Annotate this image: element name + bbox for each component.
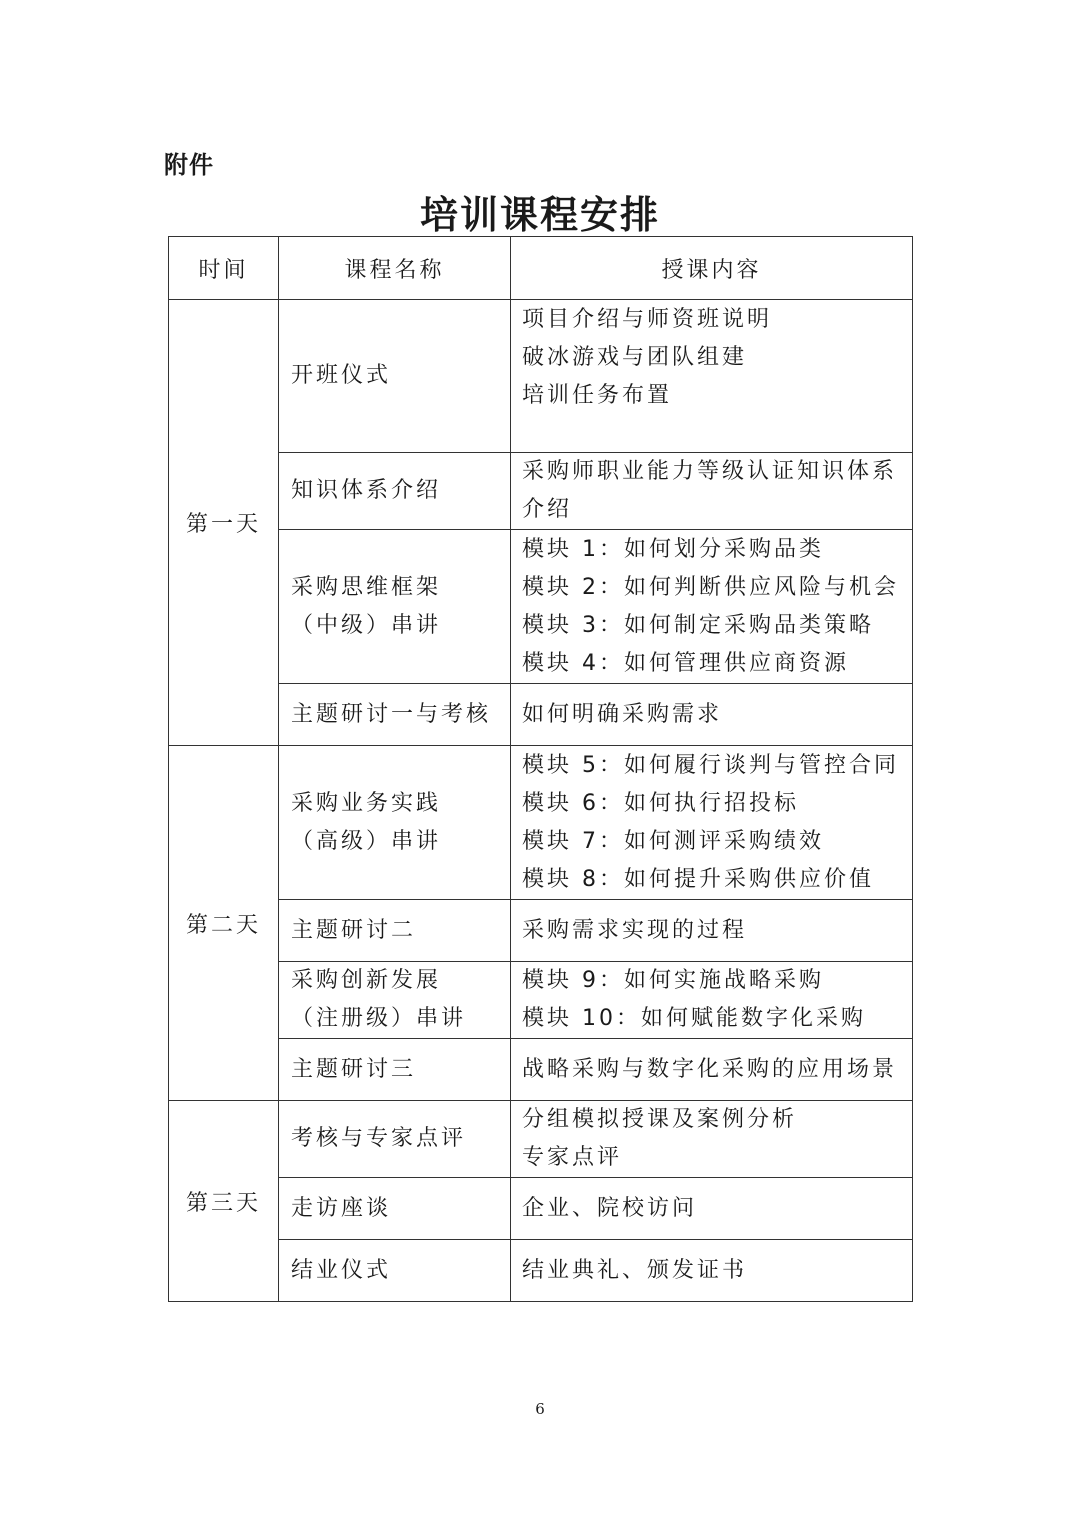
content-line: 模块 1：如何划分采购品类 bbox=[522, 536, 824, 562]
content-line: 模块 10：如何赋能数字化采购 bbox=[522, 1006, 866, 1031]
content-line: 破冰游戏与团队组建 bbox=[522, 345, 748, 370]
course-cell bbox=[279, 962, 511, 1039]
header-time: 时间 bbox=[169, 237, 279, 300]
content-line: 结业典礼、颁发证书 bbox=[522, 1257, 748, 1283]
table-row bbox=[169, 962, 913, 1039]
content-line: 模块 5：如何履行谈判与管控合同 bbox=[522, 752, 899, 778]
content-line: 模块 3：如何制定采购品类策略 bbox=[522, 612, 874, 638]
content-line: 战略采购与数字化采购的应用场景 bbox=[522, 1056, 898, 1082]
course-line: 主题研讨三 bbox=[291, 1056, 417, 1082]
course-cell bbox=[279, 1178, 511, 1240]
course-line: 结业仪式 bbox=[291, 1257, 392, 1283]
day-cell-2: 第二天 bbox=[169, 746, 279, 1101]
course-line: 采购业务实践 bbox=[291, 790, 442, 816]
content-line: 模块 9：如何实施战略采购 bbox=[522, 968, 824, 993]
course-line: 主题研讨二 bbox=[291, 917, 417, 943]
content-cell bbox=[511, 962, 913, 1039]
content-cell bbox=[511, 1039, 913, 1101]
table-row bbox=[169, 746, 913, 900]
header-course-name: 课程名称 bbox=[279, 237, 511, 300]
course-line: （中级）串讲 bbox=[291, 612, 442, 638]
content-cell bbox=[511, 746, 913, 900]
course-cell bbox=[279, 1101, 511, 1178]
course-line: （注册级）串讲 bbox=[291, 1006, 467, 1031]
content-cell bbox=[511, 300, 913, 453]
course-cell bbox=[279, 746, 511, 900]
course-line: 考核与专家点评 bbox=[291, 1126, 467, 1151]
content-cell bbox=[511, 900, 913, 962]
content-line: 模块 2：如何判断供应风险与机会 bbox=[522, 574, 899, 600]
content-cell bbox=[511, 453, 913, 530]
content-line: 采购需求实现的过程 bbox=[522, 917, 748, 943]
course-cell bbox=[279, 300, 511, 453]
course-cell bbox=[279, 684, 511, 746]
content-line: 模块 4：如何管理供应商资源 bbox=[522, 650, 849, 676]
table-row bbox=[169, 1178, 913, 1240]
course-line: 主题研讨一与考核 bbox=[291, 701, 492, 727]
table-row bbox=[169, 684, 913, 746]
content-line: 企业、院校访问 bbox=[522, 1195, 698, 1221]
course-line: 采购创新发展 bbox=[291, 968, 442, 993]
content-cell bbox=[511, 1240, 913, 1302]
course-line: 走访座谈 bbox=[291, 1195, 392, 1221]
course-line: 知识体系介绍 bbox=[291, 478, 442, 503]
table-row bbox=[169, 300, 913, 453]
document-title: 培训课程安排 bbox=[419, 192, 660, 237]
table-row bbox=[169, 1039, 913, 1101]
header-content: 授课内容 bbox=[511, 237, 913, 300]
day-cell-3: 第三天 bbox=[169, 1101, 279, 1302]
course-cell bbox=[279, 453, 511, 530]
course-line: 采购思维框架 bbox=[291, 574, 442, 600]
page-number: 6 bbox=[535, 1400, 545, 1418]
content-line: 如何明确采购需求 bbox=[522, 701, 723, 727]
course-cell bbox=[279, 1240, 511, 1302]
content-line: 介绍 bbox=[522, 497, 573, 522]
course-cell bbox=[279, 900, 511, 962]
content-cell bbox=[511, 1101, 913, 1178]
content-line: 培训任务布置 bbox=[522, 383, 673, 408]
table-row bbox=[169, 453, 913, 530]
content-line: 模块 7：如何测评采购绩效 bbox=[522, 828, 824, 854]
course-line: 开班仪式 bbox=[291, 363, 392, 388]
content-line: 分组模拟授课及案例分析 bbox=[522, 1107, 798, 1132]
attachment-label: 附件 bbox=[164, 151, 214, 179]
course-cell bbox=[279, 1039, 511, 1101]
course-cell bbox=[279, 530, 511, 684]
content-line: 项目介绍与师资班说明 bbox=[522, 307, 773, 332]
content-cell bbox=[511, 1178, 913, 1240]
day-cell-1: 第一天 bbox=[169, 300, 279, 746]
content-line: 模块 8：如何提升采购供应价值 bbox=[522, 866, 874, 892]
content-cell bbox=[511, 684, 913, 746]
content-line: 采购师职业能力等级认证知识体系 bbox=[522, 459, 898, 484]
course-line: （高级）串讲 bbox=[291, 828, 442, 854]
table-row bbox=[169, 900, 913, 962]
table-row bbox=[169, 1240, 913, 1302]
content-line: 专家点评 bbox=[522, 1145, 623, 1170]
schedule-table bbox=[168, 236, 913, 1302]
content-cell bbox=[511, 530, 913, 684]
table-header-row bbox=[169, 237, 913, 300]
table-row bbox=[169, 1101, 913, 1178]
content-line: 模块 6：如何执行招投标 bbox=[522, 790, 799, 816]
table-row bbox=[169, 530, 913, 684]
